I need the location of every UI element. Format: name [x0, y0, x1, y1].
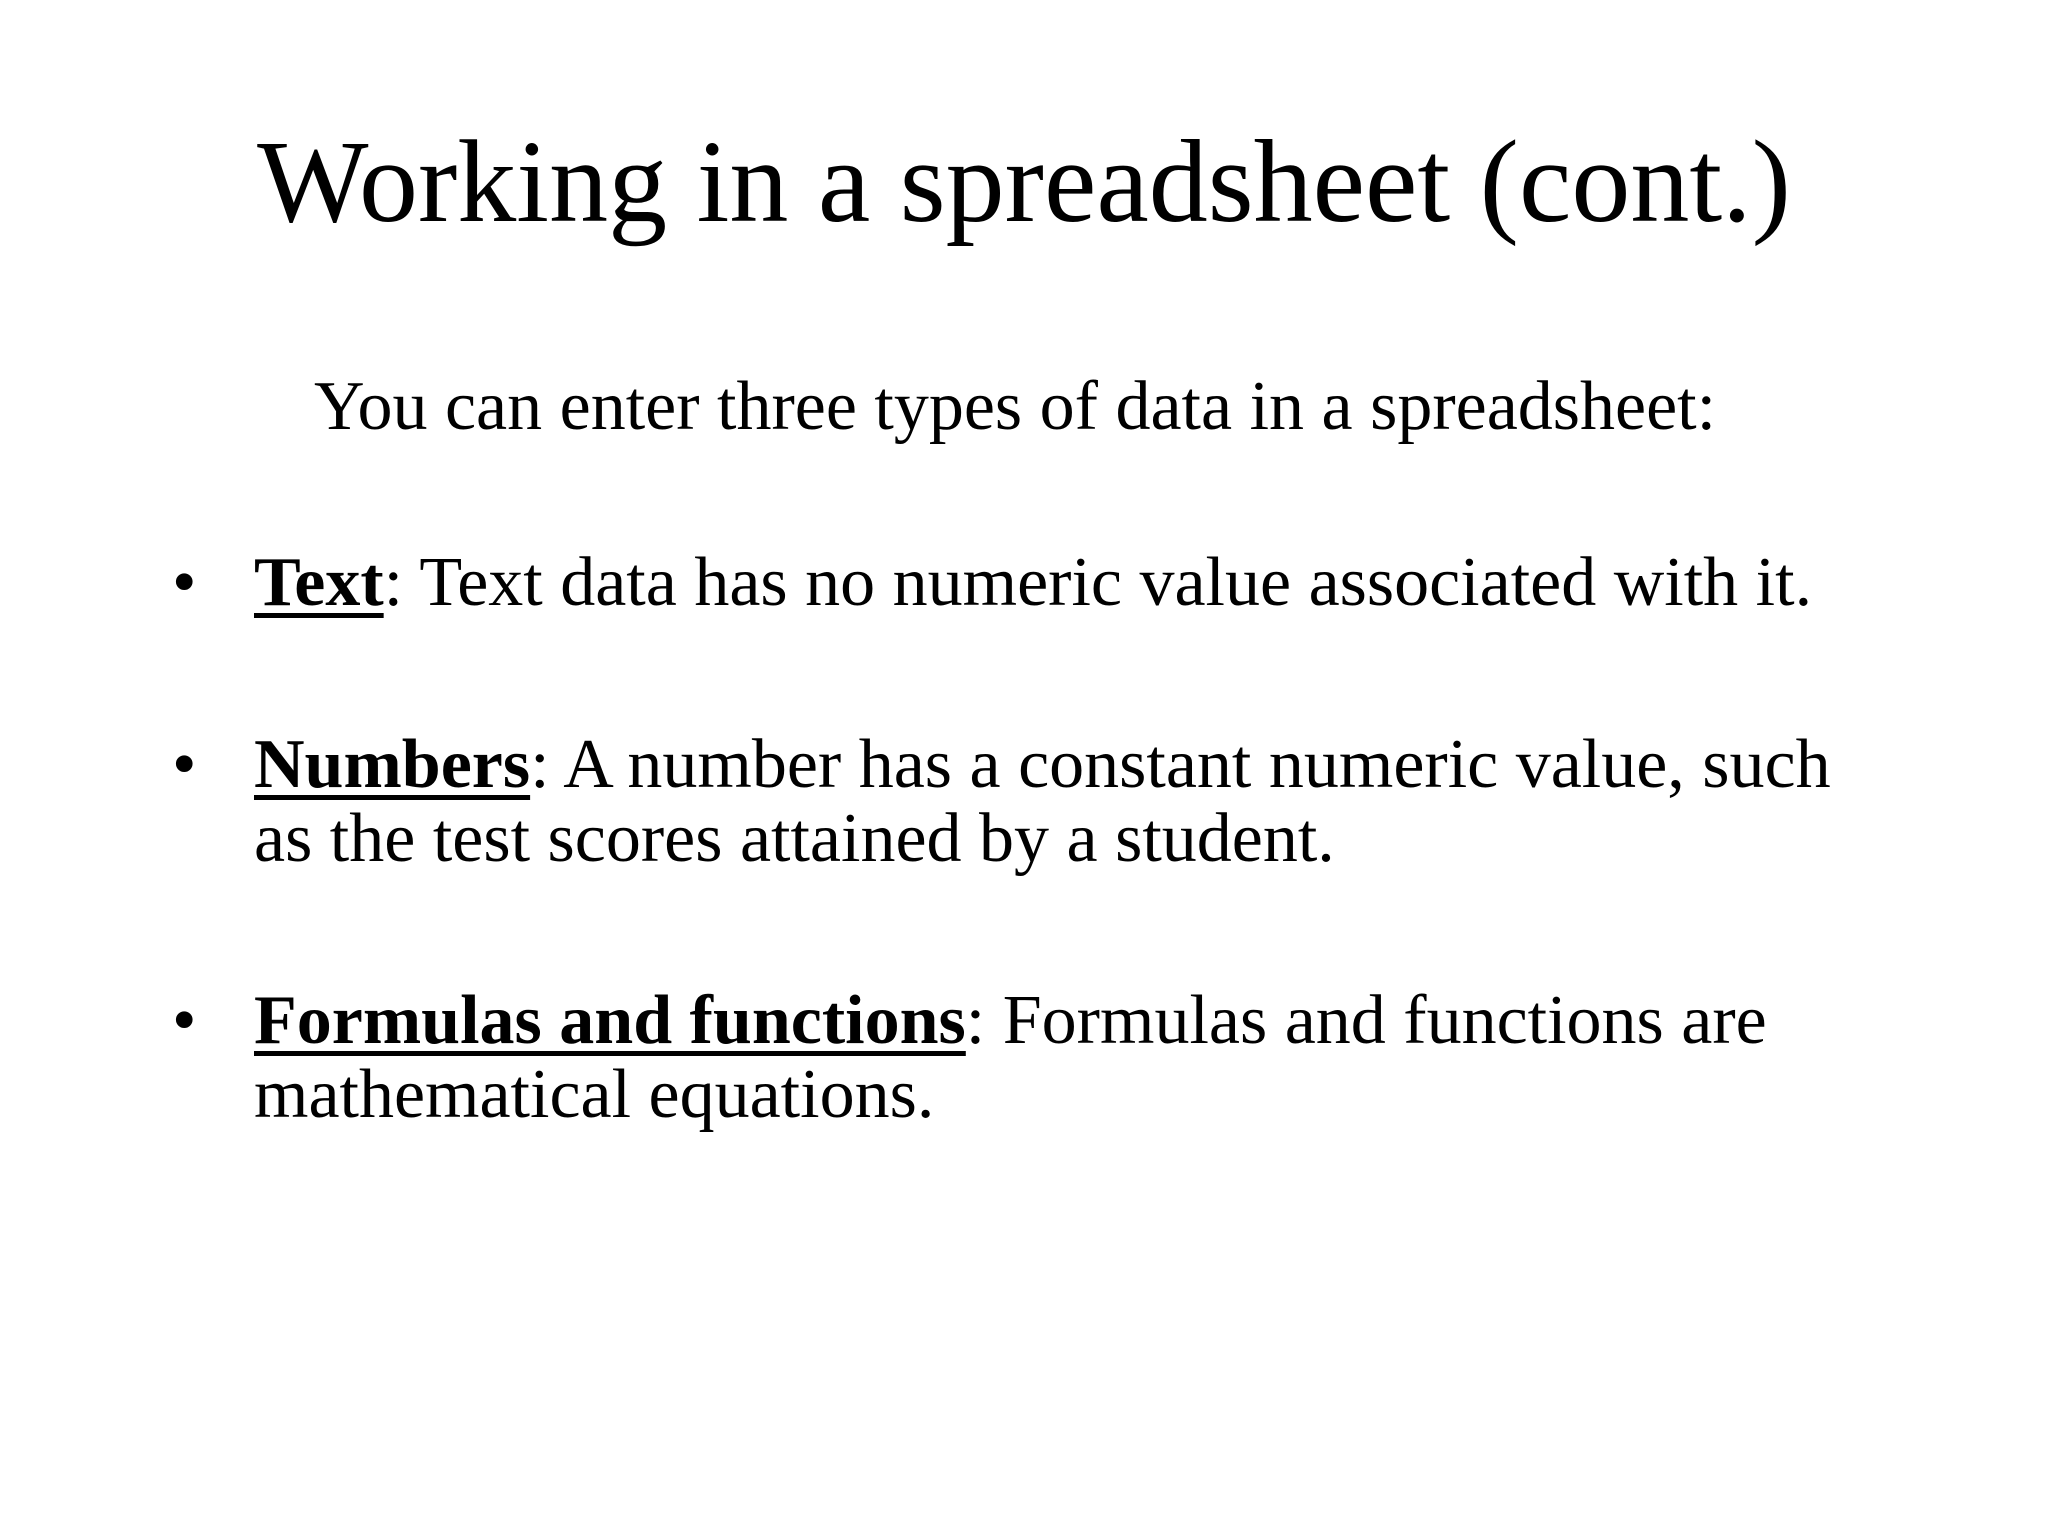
bullet-text	[254, 546, 1874, 620]
bullet-description: A number has a constant numeric value, such as the test scores attained by a student.	[254, 726, 1831, 877]
bullet-separator: :	[383, 544, 404, 621]
bullet-point-icon: •	[172, 726, 197, 803]
bullet-text	[254, 728, 1874, 876]
bullet-term: Text	[254, 544, 384, 621]
bullet-description: Formulas and functions are mathematical equations.	[254, 982, 1767, 1133]
bullet-description: Text data has no numeric value associated with it.	[403, 544, 1813, 621]
bullet-separator: :	[530, 726, 550, 803]
bullet-point-icon: •	[172, 982, 197, 1059]
bullet-term: Numbers	[254, 726, 531, 803]
bullet-point-icon: •	[172, 544, 197, 621]
bullet-term: Formulas and functions	[254, 982, 966, 1059]
intro-text: You can enter three types of data in a spreadsheet:	[313, 368, 1717, 445]
slide-title: Working in a spreadsheet (cont.)	[257, 116, 1791, 247]
bullet-separator: :	[965, 982, 986, 1059]
bullet-text	[254, 984, 1874, 1132]
